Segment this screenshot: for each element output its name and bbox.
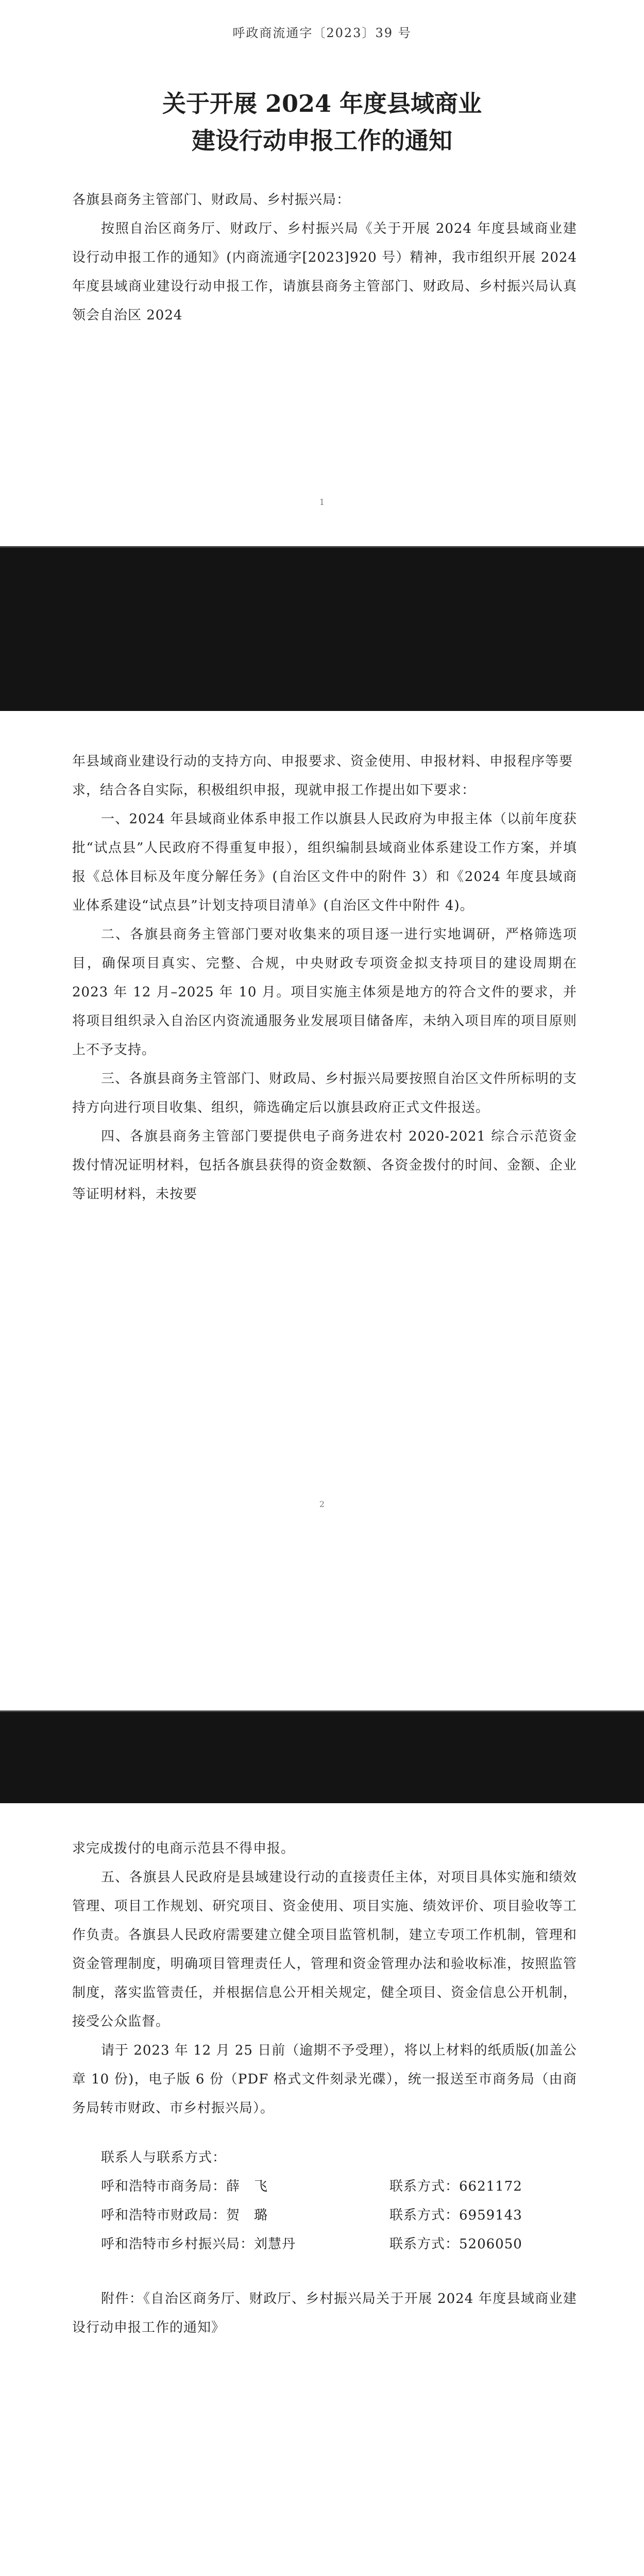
page-gap <box>0 1710 644 1803</box>
contact-phone: 联系方式：5206050 <box>389 2236 522 2252</box>
requirement-4: 四、各旗县商务主管部门要提供电子商务进农村 2020-2021 综合示范资金拨付情况证明材料，包括各旗县获得的资金数额、各资金拨付的时间、金额、企业等证明材料，未按要 <box>72 1129 577 1202</box>
page-2-body <box>72 747 577 1209</box>
contacts-title: 联系人与联系方式： <box>101 2150 227 2165</box>
page-gap <box>0 546 644 711</box>
contact-row <box>72 2201 577 2230</box>
submission-deadline: 请于 2023 年 12 月 25 日前（逾期不予受理），将以上材料的纸质版(加盖公章 10 份)，电子版 6 份（PDF 格式文件刻录光碟），统一报送至市商务局（由商务局转市财政、市乡村振兴局）。 <box>72 2043 577 2116</box>
contact-org: 呼和浩特市乡村振兴局：刘慧丹 <box>101 2236 296 2252</box>
page-number-2: 2 <box>319 1499 325 1509</box>
requirement-4-cont: 求完成拨付的电商示范县不得申报。 <box>72 1841 295 1856</box>
page-3 <box>0 1803 644 2576</box>
page-2 <box>0 711 644 1710</box>
title-line-1: 关于开展 2024 年度县域商业 <box>162 90 482 117</box>
requirements-intro: 年县域商业建设行动的支持方向、申报要求、资金使用、申报材料、申报程序等要求，结合各自实际，积极组织申报，现就申报工作提出如下要求： <box>72 754 573 798</box>
title-line-2: 建设行动申报工作的通知 <box>192 127 452 155</box>
page-number-1: 1 <box>319 497 325 507</box>
intro-paragraph: 按照自治区商务厅、财政厅、乡村振兴局《关于开展 2024 年度县域商业建设行动申报工作的通知》(内商流通字[2023]920 号）精神，我市组织开展 2024 年度县域商业建设行动申报工作，请旗县商务主管部门、财政局、乡村振兴局认真领会自治区 2024 <box>72 221 577 323</box>
document-title <box>0 85 644 159</box>
requirement-1: 一、2024 年县域商业体系申报工作以旗县人民政府为申报主体（以前年度获批“试点县”人民政府不得重复申报），组织编制县域商业体系建设工作方案，并填报《总体目标及年度分解任务》(自治区文件中的附件 3）和《2024 年度县域商业体系建设“试点县”计划支持项目清单》(自治区文件中附件 4)。 <box>72 811 577 913</box>
document-number: 呼政商流通字〔2023〕39 号 <box>232 26 412 40</box>
contact-org: 呼和浩特市商务局：薛 飞 <box>101 2179 268 2194</box>
requirement-2: 二、各旗县商务主管部门要对收集来的项目逐一进行实地调研，严格筛选项目，确保项目真实、完整、合规，中央财政专项资金拟支持项目的建设周期在 2023 年 12 月–2025 年 10 月。项目实施主体须是地方的符合文件的要求，并将项目组织录入自治区内资流通服务业发展项目储备库，未纳入项目库的项目原则上不予支持。 <box>72 927 577 1058</box>
attachment-note: 附件：《自治区商务厅、财政厅、乡村振兴局关于开展 2024 年度县域商业建设行动申报工作的通知》 <box>72 2291 577 2335</box>
salutation: 各旗县商务主管部门、财政局、乡村振兴局： <box>72 192 351 208</box>
page-3-body <box>72 1834 577 2342</box>
requirement-5: 五、各旗县人民政府是县域建设行动的直接责任主体，对项目具体实施和绩效管理、项目工作规划、研究项目、资金使用、项目实施、绩效评价、项目验收等工作负责。各旗县人民政府需要建立健全项目监管机制，建立专项工作机制，管理和资金管理制度，明确项目管理责任人，管理和资金管理办法和验收标准，按照监管制度，落实监管责任，并根据信息公开相关规定，健全项目、资金信息公开机制，接受公众监督。 <box>72 1870 577 2029</box>
contact-org: 呼和浩特市财政局：贺 璐 <box>101 2208 268 2223</box>
contact-row <box>72 2172 577 2201</box>
page-1 <box>0 0 644 546</box>
page-1-body <box>72 185 577 330</box>
requirement-3: 三、各旗县商务主管部门、财政局、乡村振兴局要按照自治区文件所标明的支持方向进行项目收集、组织，筛选确定后以旗县政府正式文件报送。 <box>72 1071 577 1115</box>
contact-phone: 联系方式：6959143 <box>389 2208 522 2223</box>
contact-row <box>72 2230 577 2259</box>
contact-phone: 联系方式：6621172 <box>389 2179 522 2194</box>
